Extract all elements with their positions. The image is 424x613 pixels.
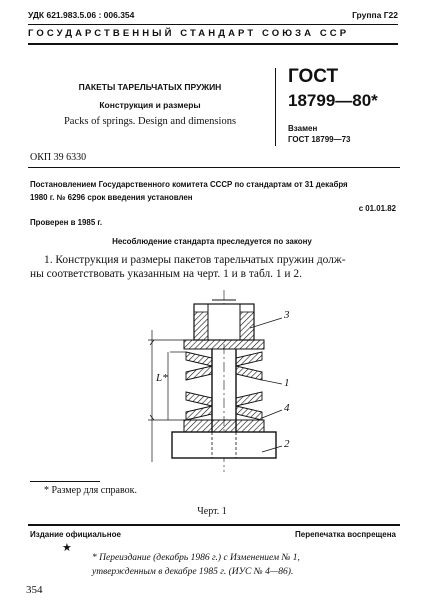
star-mark: ★	[62, 542, 72, 554]
figure-caption: Черт. 1	[197, 506, 227, 517]
replaces-value: ГОСТ 18799—73	[288, 135, 351, 144]
leader-3	[250, 318, 282, 328]
checked-note: Проверен в 1985 г.	[30, 218, 103, 227]
callout-2: 2	[284, 438, 290, 450]
decree-line-2: 1980 г. № 6296 срок введения установлен	[30, 193, 193, 202]
page-number: 354	[26, 584, 43, 596]
footer-rule	[28, 524, 400, 526]
edition-label: Издание официальное	[30, 530, 121, 539]
footnote-rule	[30, 481, 100, 482]
dimension-label: L*	[156, 372, 168, 384]
decree-line-1: Постановлением Государственного комитета СССР по стандартам от 31 декабря	[30, 180, 348, 189]
base-plate	[172, 432, 276, 458]
paragraph-1-line-2: ны соответствовать указанным на черт. 1 и в табл. 1 и 2.	[30, 268, 302, 280]
gost-label: ГОСТ	[288, 66, 339, 87]
leader-4	[262, 410, 282, 418]
callout-1: 1	[284, 377, 290, 389]
udk-code: УДК 621.983.5.06 : 006.354	[28, 10, 135, 20]
law-warning: Несоблюдение стандарта преследуется по закону	[112, 237, 312, 246]
group-code: Группа Г22	[352, 10, 398, 20]
reissue-line-1: * Переиздание (декабрь 1986 г.) с Изменением № 1,	[92, 553, 300, 563]
paragraph-1-line-1: 1. Конструкция и размеры пакетов тарельчатых пружин долж-	[44, 254, 346, 266]
okp-code: ОКП 39 6330	[30, 152, 87, 163]
effective-date: с 01.01.82	[358, 204, 396, 213]
gost-number: 18799—80*	[288, 91, 378, 110]
replaces-label: Взамен	[288, 124, 318, 133]
top-washer	[184, 340, 264, 349]
callout-4: 4	[284, 402, 290, 414]
nut	[194, 300, 254, 340]
reference-footnote: * Размер для справок.	[44, 485, 137, 496]
callout-3: 3	[284, 309, 290, 321]
document-title: ПАКЕТЫ ТАРЕЛЬЧАТЫХ ПРУЖИН	[78, 82, 222, 92]
reprint-notice: Перепечатка воспрещена	[295, 530, 396, 539]
document-subtitle: Конструкция и размеры	[99, 100, 201, 110]
document-title-english: Packs of springs. Design and dimensions	[63, 116, 237, 127]
leader-1	[262, 380, 282, 384]
standard-banner: ГОСУДАРСТВЕННЫЙ СТАНДАРТ СОЮЗА ССР	[28, 28, 350, 39]
bottom-washer	[184, 420, 264, 432]
reissue-line-2: утвержденным в декабре 1985 г. (ИУС № 4—86).	[92, 567, 294, 577]
